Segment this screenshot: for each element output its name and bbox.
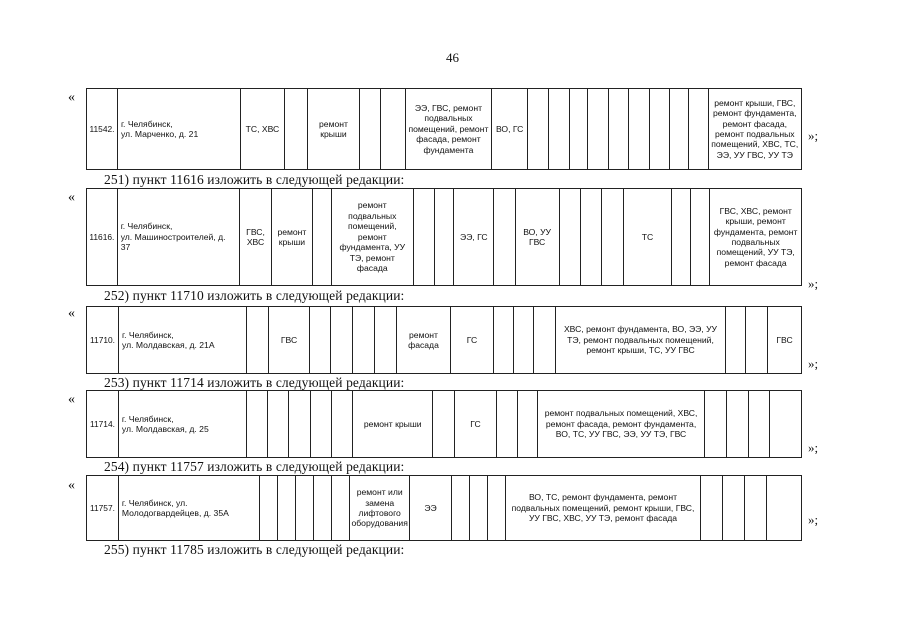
cell-4: ВО, ГС xyxy=(492,89,528,169)
empty-cell xyxy=(296,476,314,540)
page-number: 46 xyxy=(446,50,459,65)
quote-open: « xyxy=(68,90,75,105)
empty-cell xyxy=(588,89,608,169)
empty-cell xyxy=(705,391,727,457)
empty-cell xyxy=(247,307,269,373)
empty-cell xyxy=(310,307,331,373)
empty-cell xyxy=(534,307,556,373)
cell-2: ГС xyxy=(455,391,497,457)
empty-cell xyxy=(727,391,749,457)
empty-cell xyxy=(332,391,353,457)
record-id: 11714. xyxy=(87,391,119,457)
record-11757 xyxy=(86,475,802,541)
empty-cell xyxy=(560,189,581,285)
empty-cell xyxy=(433,391,455,457)
record-11710 xyxy=(86,306,802,374)
empty-cell xyxy=(497,391,518,457)
cell-3: ВО, ТС, ремонт фундамента, ремонт подвальных помещений, ремонт крыши, ГВС, УУ ГВС, ХВС, УУ ТЭ, ремонт фасада xyxy=(506,476,701,540)
cell-2: ремонт фасада xyxy=(397,307,451,373)
empty-cell xyxy=(289,391,311,457)
cell-7: ГВС, ХВС, ремонт крыши, ремонт фундамента, ремонт подвальных помещений, УУ ТЭ, ремонт фасада xyxy=(713,205,798,268)
record-address: г. Челябинск, ул. Молдавская, д. 25 xyxy=(119,391,247,457)
empty-cell xyxy=(770,391,801,457)
heading-254: 254) пункт 11757 изложить в следующей редакции: xyxy=(104,459,405,474)
cell-2: ЭЭ xyxy=(410,476,452,540)
cell-3: ремонт подвальных помещений, ремонт фундамента, УУ ТЭ, ремонт фасада xyxy=(332,189,414,285)
quote-open: « xyxy=(68,478,75,493)
cell-3: ремонт подвальных помещений, ХВС, ремонт фасада, ремонт фундамента, ВО, ТС, УУ ГВС, ЭЭ, УУ ТЭ, ГВС xyxy=(538,391,705,457)
empty-cell xyxy=(745,476,767,540)
empty-cell xyxy=(689,89,708,169)
empty-cell xyxy=(701,476,723,540)
empty-cell xyxy=(494,307,514,373)
empty-cell xyxy=(353,307,375,373)
cell-3: ГС xyxy=(451,307,494,373)
heading-252: 252) пункт 11710 изложить в следующей редакции: xyxy=(104,288,405,303)
empty-cell xyxy=(435,189,454,285)
empty-cell xyxy=(331,307,353,373)
heading-253: 253) пункт 11714 изложить в следующей редакции: xyxy=(104,375,405,390)
empty-cell xyxy=(570,89,588,169)
empty-cell xyxy=(268,391,289,457)
empty-cell xyxy=(311,391,332,457)
cell-1: ремонт или замена лифтового оборудования xyxy=(350,476,410,540)
empty-cell xyxy=(375,307,397,373)
quote-close: »; xyxy=(808,512,819,527)
empty-cell xyxy=(609,89,629,169)
empty-cell xyxy=(494,189,515,285)
quote-open: « xyxy=(68,190,75,205)
empty-cell xyxy=(691,189,710,285)
empty-cell xyxy=(549,89,569,169)
record-id: 11542. xyxy=(87,89,118,169)
empty-cell xyxy=(381,89,405,169)
empty-cell xyxy=(670,89,689,169)
cell-1: ГВС xyxy=(269,307,310,373)
cell-3: ЭЭ, ГВС, ремонт подвальных помещений, ремонт фасада, ремонт фундамента xyxy=(406,89,493,169)
record-address: г. Челябинск, ул. Молодогвардейцев, д. 35А xyxy=(119,476,261,540)
record-id: 11710. xyxy=(87,307,119,373)
cell-4: ЭЭ, ГС xyxy=(454,189,494,285)
empty-cell xyxy=(285,89,308,169)
empty-cell xyxy=(360,89,381,169)
record-address: г. Челябинск, ул. Марченко, д. 21 xyxy=(118,89,241,169)
cell-2: ремонт крыши xyxy=(272,189,312,285)
empty-cell xyxy=(726,307,746,373)
empty-cell xyxy=(723,476,745,540)
cell-4: ХВС, ремонт фундамента, ВО, ЭЭ, УУ ТЭ, ремонт подвальных помещений, ремонт крыши, ТС, УУ ГВС xyxy=(556,307,726,373)
empty-cell xyxy=(488,476,506,540)
empty-cell xyxy=(746,307,768,373)
record-address: г. Челябинск, ул. Машиностроителей, д. 37 xyxy=(118,189,240,285)
cell-1: ТС, ХВС xyxy=(241,89,284,169)
quote-open: « xyxy=(68,392,75,407)
record-address: г. Челябинск, ул. Молдавская, д. 21А xyxy=(119,307,247,373)
heading-251: 251) пункт 11616 изложить в следующей редакции: xyxy=(104,172,405,187)
empty-cell xyxy=(672,189,691,285)
empty-cell xyxy=(602,189,624,285)
empty-cell xyxy=(629,89,650,169)
record-id: 11616. xyxy=(87,189,118,285)
cell-1: ремонт крыши xyxy=(353,391,433,457)
empty-cell xyxy=(452,476,470,540)
empty-cell xyxy=(314,476,332,540)
record-id: 11757. xyxy=(87,476,119,540)
empty-cell xyxy=(414,189,435,285)
quote-close: »; xyxy=(808,356,819,371)
quote-close: »; xyxy=(808,440,819,455)
empty-cell xyxy=(767,476,801,540)
cell-5: ремонт крыши, ГВС, ремонт фундамента, ремонт фасада, ремонт подвальных помещений, ХВС, ТС, ЭЭ, УУ ГВС, УУ ТЭ xyxy=(711,97,799,160)
record-11542 xyxy=(86,88,802,170)
cell-2: ремонт крыши xyxy=(308,89,360,169)
cell-1: ГВС, ХВС xyxy=(240,189,273,285)
empty-cell xyxy=(514,307,534,373)
empty-cell xyxy=(260,476,278,540)
empty-cell xyxy=(470,476,488,540)
empty-cell xyxy=(332,476,350,540)
heading-255: 255) пункт 11785 изложить в следующей редакции: xyxy=(104,542,405,557)
quote-close: »; xyxy=(808,128,819,143)
record-11714 xyxy=(86,390,802,458)
empty-cell xyxy=(247,391,269,457)
empty-cell xyxy=(278,476,296,540)
cell-5: ВО, УУ ГВС xyxy=(516,189,560,285)
quote-open: « xyxy=(68,306,75,321)
empty-cell xyxy=(528,89,549,169)
quote-close: »; xyxy=(808,276,819,291)
cell-5: ГВС xyxy=(776,334,793,345)
record-11616 xyxy=(86,188,802,286)
cell-6: ТС xyxy=(624,189,672,285)
empty-cell xyxy=(650,89,669,169)
empty-cell xyxy=(313,189,332,285)
empty-cell xyxy=(581,189,602,285)
empty-cell xyxy=(518,391,538,457)
empty-cell xyxy=(749,391,770,457)
